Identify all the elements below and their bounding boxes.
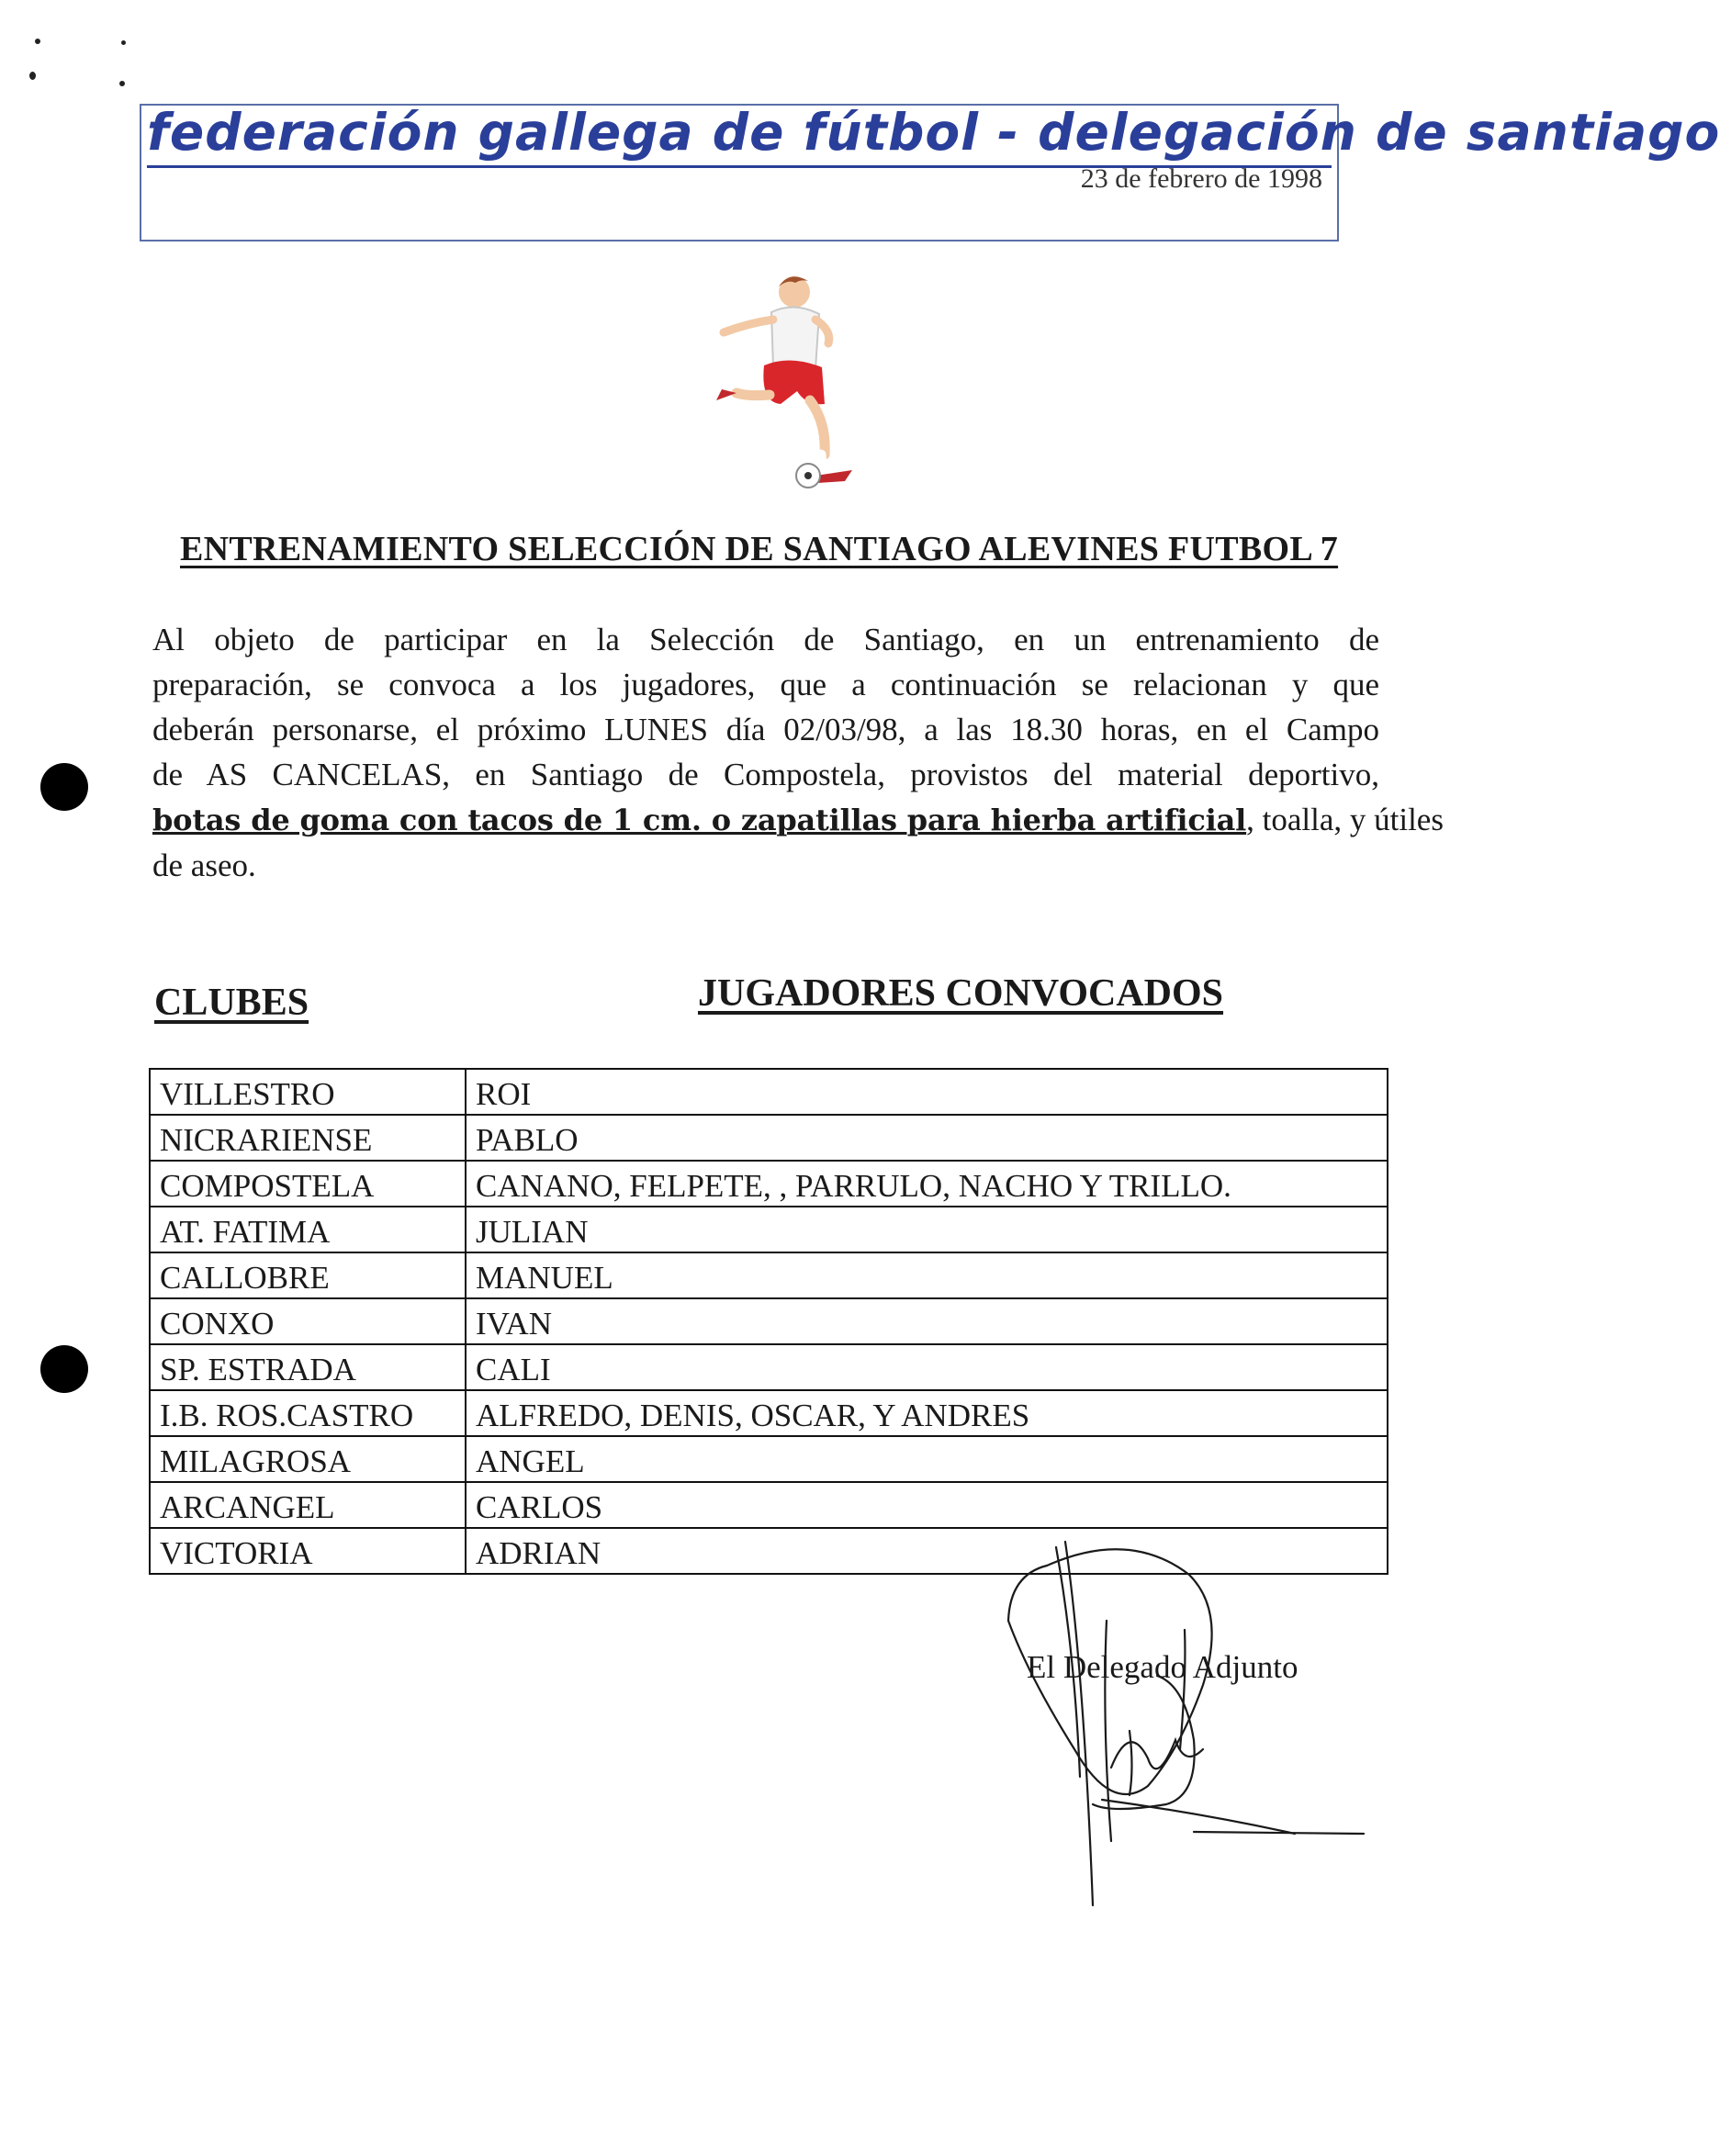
players-cell: ADRIAN xyxy=(466,1528,1388,1574)
club-name-cell: SP. ESTRADA xyxy=(150,1344,466,1390)
signer-title: El Delegado Adjunto xyxy=(1027,1649,1298,1685)
players-cell: CANANO, FELPETE, , PARRULO, NACHO Y TRILLO. xyxy=(466,1161,1388,1207)
club-name-cell: VICTORIA xyxy=(150,1528,466,1574)
players-cell: JULIAN xyxy=(466,1207,1388,1252)
club-name-cell: VILLESTRO xyxy=(150,1069,466,1115)
paragraph-line: Al objeto de participar en la Selección de Santiago, en un entrenamiento de xyxy=(152,622,1379,657)
paragraph-line-rest: , toalla, y útiles xyxy=(1246,802,1444,837)
players-cell: IVAN xyxy=(466,1298,1388,1344)
soccer-player-illustration xyxy=(661,266,872,496)
letterhead-title: federación gallega de fútbol - delegación de santiago xyxy=(147,99,1332,168)
players-heading: JUGADORES CONVOCADOS xyxy=(698,972,1224,1015)
convocation-paragraph xyxy=(152,617,1444,888)
paragraph-line: preparación, se convoca a los jugadores, que a continuación se relacionan y que xyxy=(152,667,1379,702)
scan-speck xyxy=(121,40,126,45)
club-name-cell: MILAGROSA xyxy=(150,1436,466,1482)
club-name-cell: I.B. ROS.CASTRO xyxy=(150,1390,466,1436)
roster-table xyxy=(149,1068,1388,1575)
roster-row xyxy=(150,1482,1388,1528)
scan-speck xyxy=(119,81,125,86)
players-cell: CARLOS xyxy=(466,1482,1388,1528)
roster-row xyxy=(150,1207,1388,1252)
roster-row xyxy=(150,1161,1388,1207)
paragraph-line xyxy=(152,797,1444,843)
roster-row xyxy=(150,1115,1388,1161)
club-name-cell: CALLOBRE xyxy=(150,1252,466,1298)
club-name-cell: NICRARIENSE xyxy=(150,1115,466,1161)
club-name-cell: AT. FATIMA xyxy=(150,1207,466,1252)
club-name-cell: ARCANGEL xyxy=(150,1482,466,1528)
roster-row xyxy=(150,1252,1388,1298)
equipment-requirement: botas de goma con tacos de 1 cm. o zapatillas para hierba artificial xyxy=(152,803,1247,837)
roster-row xyxy=(150,1436,1388,1482)
paragraph-line: deberán personarse, el próximo LUNES día 02/03/98, a las 18.30 horas, en el Campo xyxy=(152,712,1379,747)
roster-row xyxy=(150,1344,1388,1390)
roster-row xyxy=(150,1390,1388,1436)
document-title: ENTRENAMIENTO SELECCIÓN DE SANTIAGO ALEVINES FUTBOL 7 xyxy=(180,530,1339,568)
paragraph-line: de aseo. xyxy=(152,848,256,883)
roster-row xyxy=(150,1069,1388,1115)
clubs-heading: CLUBES xyxy=(154,982,309,1024)
scan-speck xyxy=(29,72,36,80)
players-cell: ALFREDO, DENIS, OSCAR, Y ANDRES xyxy=(466,1390,1388,1436)
players-cell: PABLO xyxy=(466,1115,1388,1161)
binder-hole-mark xyxy=(40,763,88,811)
roster-row xyxy=(150,1298,1388,1344)
players-cell: ROI xyxy=(466,1069,1388,1115)
paragraph-line: de AS CANCELAS, en Santiago de Compostela, provistos del material deportivo, xyxy=(152,757,1379,792)
letter-date: 23 de febrero de 1998 xyxy=(1080,163,1322,194)
club-name-cell: COMPOSTELA xyxy=(150,1161,466,1207)
club-name-cell: CONXO xyxy=(150,1298,466,1344)
binder-hole-mark xyxy=(40,1345,88,1393)
players-cell: MANUEL xyxy=(466,1252,1388,1298)
scan-speck xyxy=(35,39,40,44)
handwritten-signature xyxy=(992,1538,1377,1933)
players-cell: ANGEL xyxy=(466,1436,1388,1482)
players-cell: CALI xyxy=(466,1344,1388,1390)
